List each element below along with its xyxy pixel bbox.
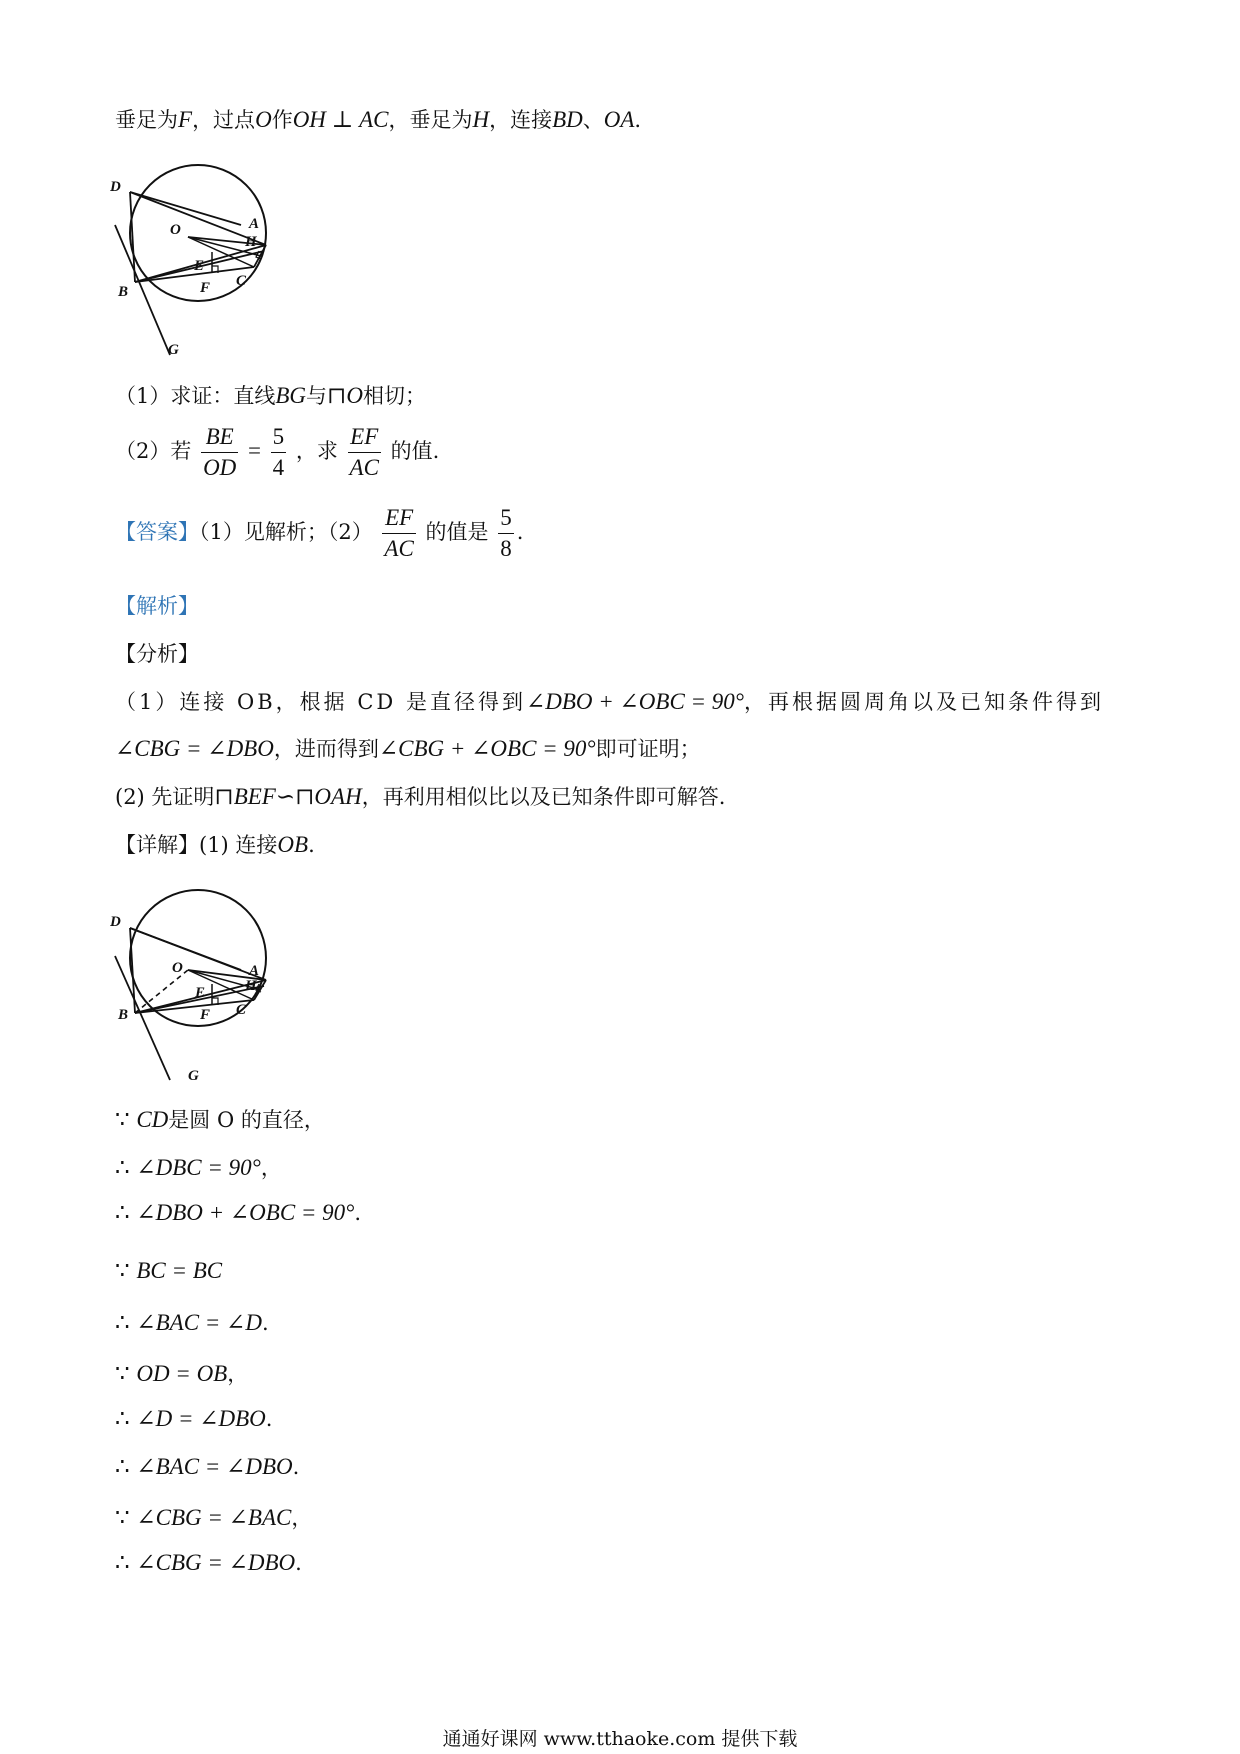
proof-line	[115, 1406, 272, 1432]
therefore-symbol: ∴	[115, 1155, 130, 1180]
math-angle-sum: ∠DBO + ∠OBC = 90°	[525, 689, 745, 714]
fraction-denominator: OD	[203, 455, 237, 480]
proof-text: .	[292, 1455, 300, 1479]
detail-text: .	[308, 833, 315, 857]
proof-math: ∠DBC = 90°	[136, 1155, 261, 1180]
detail-tag: 【详解】	[115, 833, 199, 857]
math-O: O	[346, 383, 363, 408]
proof-line	[115, 1200, 361, 1226]
math-OA: OA	[603, 107, 635, 132]
q2-text: （2）若	[115, 439, 192, 463]
label-D: D	[110, 914, 121, 930]
question-1	[115, 380, 426, 410]
label-D: D	[110, 179, 121, 195]
intro-text: ，连接	[489, 108, 553, 132]
intro-text: .	[634, 108, 642, 132]
detail-line	[115, 829, 315, 859]
intro-text: 作	[271, 108, 293, 132]
fenxi-text: ，再根据圆周角以及已知条件得到	[744, 690, 1105, 714]
math-BEF: BEF	[233, 784, 276, 809]
proof-math: OD = OB	[136, 1361, 228, 1386]
fenxi-line-1b	[115, 733, 701, 763]
proof-math: ∠CBG = ∠BAC	[136, 1505, 292, 1530]
circle-symbol: ⊓	[327, 383, 347, 408]
fenxi-tag: 【分析】	[115, 642, 199, 666]
q1-text: 相切；	[362, 384, 426, 408]
math-angle-eq: ∠CBG = ∠DBO	[115, 736, 274, 761]
fenxi-text: ，再利用相似比以及已知条件即可解答.	[361, 785, 726, 809]
fraction-EF-AC	[348, 422, 381, 483]
math-AC: AC	[359, 107, 389, 132]
fenxi-text: ，进而得到	[273, 737, 379, 761]
because-symbol: ∵	[115, 1107, 130, 1132]
math-H: H	[472, 107, 490, 132]
proof-math: ∠D = ∠DBO	[136, 1406, 266, 1431]
label-E: E	[194, 258, 205, 274]
label-C: C	[236, 273, 247, 289]
fraction-numerator: EF	[382, 503, 415, 534]
fraction-numerator: 5	[271, 422, 287, 453]
label-F: F	[200, 280, 211, 296]
therefore-symbol: ∴	[115, 1406, 130, 1431]
math-BG: BG	[275, 383, 307, 408]
proof-line	[115, 1550, 302, 1576]
intro-text: 垂足为	[115, 108, 178, 132]
therefore-symbol: ∴	[115, 1200, 130, 1225]
proof-text: 是圆 O 的直径，	[168, 1108, 325, 1132]
proof-text: .	[354, 1201, 362, 1225]
fraction-numerator: EF	[348, 422, 381, 453]
fraction-denominator: 4	[272, 455, 285, 480]
intro-text: 、	[582, 108, 604, 132]
equals-sign: =	[247, 438, 261, 463]
q1-text: 与	[306, 384, 328, 408]
analysis-tag: 【解析】	[115, 594, 199, 618]
detail-text: (1) 连接	[199, 833, 278, 857]
label-E: E	[195, 985, 206, 1001]
label-G: G	[168, 342, 179, 358]
math-O: O	[255, 107, 272, 132]
proof-text: ，	[227, 1362, 249, 1386]
proof-text: .	[265, 1407, 273, 1431]
fraction-EF-AC-answer	[382, 503, 415, 564]
proof-text: ，	[260, 1156, 282, 1180]
answer-text: 的值是	[425, 520, 489, 544]
geometry-figure-2	[110, 880, 310, 1090]
proof-math: CD	[136, 1107, 169, 1132]
fraction-5-8	[498, 503, 514, 564]
proof-line	[115, 1310, 269, 1336]
triangle-symbol: ⊓	[295, 784, 315, 809]
math-OH: OH	[292, 107, 326, 132]
fenxi-line-2	[115, 781, 725, 811]
intro-line	[115, 104, 641, 134]
label-B: B	[118, 1007, 129, 1023]
answer-text: （1）见解析；（2）	[199, 520, 373, 544]
page-footer: 通通好课网 www.tthaoke.com 提供下载	[442, 1728, 798, 1750]
proof-math: BC = BC	[136, 1258, 223, 1283]
fenxi-text: (2) 先证明	[115, 785, 215, 809]
proof-math: ∠CBG = ∠DBO	[136, 1550, 296, 1575]
geometry-figure-1	[110, 155, 310, 365]
proof-text: .	[295, 1551, 302, 1575]
fenxi-text: （1）连接 OB，根据 CD 是直径得到	[115, 690, 526, 714]
therefore-symbol: ∴	[115, 1310, 130, 1335]
label-A: A	[249, 216, 260, 232]
fraction-denominator: 8	[500, 536, 512, 561]
q2-text: ，求	[295, 439, 338, 463]
because-symbol: ∵	[115, 1361, 130, 1386]
answer-tag: 【答案】	[115, 520, 199, 544]
triangle-symbol: ⊓	[214, 784, 234, 809]
fenxi-text: 即可证明；	[595, 737, 701, 761]
q1-text: （1）求证：直线	[115, 384, 276, 408]
proof-text: ，	[291, 1506, 313, 1530]
label-F: F	[200, 1007, 211, 1023]
proof-line	[115, 1258, 222, 1284]
because-symbol: ∵	[115, 1505, 130, 1530]
therefore-symbol: ∴	[115, 1454, 130, 1479]
label-G: G	[188, 1068, 199, 1084]
label-O: O	[172, 960, 183, 976]
proof-line	[115, 1152, 282, 1182]
proof-math: ∠DBO + ∠OBC = 90°	[136, 1200, 355, 1225]
math-OB: OB	[277, 832, 309, 857]
label-H: H	[245, 978, 257, 994]
proof-math: ∠BAC = ∠D	[136, 1310, 262, 1335]
therefore-symbol: ∴	[115, 1550, 130, 1575]
proof-text: .	[261, 1311, 269, 1335]
similar-symbol: ∽	[275, 784, 296, 809]
fenxi-line-1	[115, 686, 1104, 716]
fraction-numerator: 5	[498, 503, 514, 534]
intro-text: ，过点	[192, 108, 256, 132]
fraction-numerator: BE	[201, 422, 238, 453]
math-OAH: OAH	[314, 784, 362, 809]
label-O: O	[170, 222, 181, 238]
math-angle-sum: ∠CBG + ∠OBC = 90°	[378, 736, 596, 761]
answer-text: .	[516, 520, 524, 544]
math-BD: BD	[552, 107, 583, 132]
label-H: H	[245, 234, 257, 250]
label-A: A	[249, 963, 260, 979]
label-B: B	[118, 284, 129, 300]
label-C: C	[236, 1002, 247, 1018]
proof-line	[115, 1454, 299, 1480]
proof-line	[115, 1358, 248, 1388]
fraction-5-4	[271, 422, 287, 483]
fraction-BE-OD	[201, 422, 238, 483]
because-symbol: ∵	[115, 1258, 130, 1283]
question-2	[115, 422, 439, 483]
perp-symbol: ⊥	[325, 107, 360, 132]
proof-math: ∠BAC = ∠DBO	[136, 1454, 293, 1479]
proof-line	[115, 1502, 312, 1532]
proof-line	[115, 1104, 325, 1134]
intro-text: ，垂足为	[388, 108, 473, 132]
fraction-denominator: AC	[384, 536, 414, 561]
math-F: F	[178, 107, 193, 132]
answer-line	[115, 503, 523, 564]
fraction-denominator: AC	[349, 455, 379, 480]
q2-text: 的值.	[390, 439, 440, 463]
